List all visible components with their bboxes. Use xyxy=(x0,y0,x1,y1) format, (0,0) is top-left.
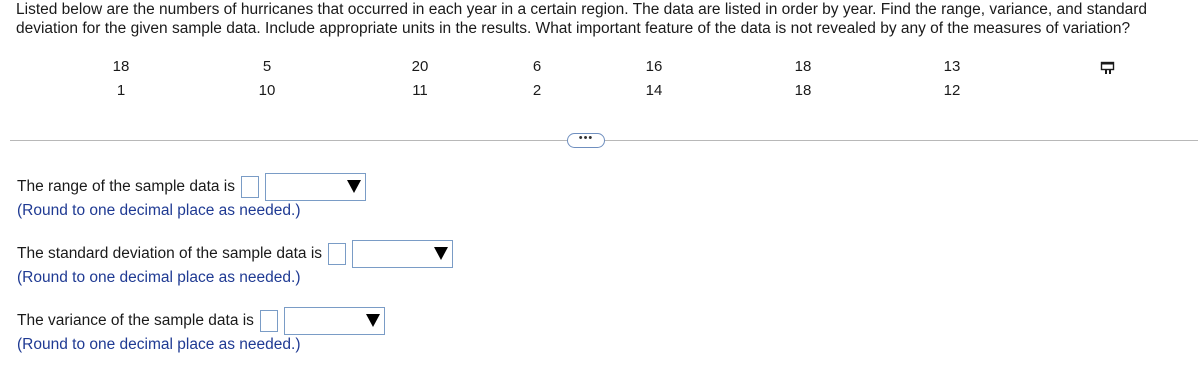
std-question xyxy=(17,242,453,287)
data-cell: 12 xyxy=(943,82,961,99)
dropdown-arrow-icon xyxy=(366,314,380,327)
std-value-input[interactable] xyxy=(328,243,346,265)
variance-label: The variance of the sample data is xyxy=(17,312,254,329)
data-cell: 6 xyxy=(532,58,542,75)
dropdown-arrow-icon xyxy=(434,247,448,260)
range-value-input[interactable] xyxy=(241,176,259,198)
data-cell: 18 xyxy=(794,58,812,75)
range-units-dropdown[interactable] xyxy=(265,173,366,201)
dropdown-arrow-icon xyxy=(347,180,361,193)
data-cell: 11 xyxy=(412,82,428,99)
data-cell: 10 xyxy=(258,82,276,99)
range-rounding-hint: (Round to one decimal place as needed.) xyxy=(17,202,301,219)
variance-rounding-hint: (Round to one decimal place as needed.) xyxy=(17,336,301,353)
range-question xyxy=(17,175,366,220)
data-cell: 5 xyxy=(262,58,272,75)
std-units-dropdown[interactable] xyxy=(352,240,453,268)
data-table xyxy=(0,58,1100,104)
data-cell: 2 xyxy=(532,82,542,99)
variance-value-input[interactable] xyxy=(260,310,278,332)
data-cell: 1 xyxy=(116,82,126,99)
data-cell: 18 xyxy=(794,82,812,99)
data-cell: 16 xyxy=(645,58,663,75)
problem-statement: Listed below are the numbers of hurricanes that occurred in each year in a certain region. The data are listed in order by year. Find the range, variance, and standard deviation for the given sample data. Include appropriate units in the results. What important feature of the data is not revealed by any of the measures of variation? xyxy=(16,1,1148,37)
copy-to-clipboard-icon[interactable] xyxy=(1100,60,1116,76)
expand-more-button[interactable]: ••• xyxy=(567,133,605,148)
std-rounding-hint: (Round to one decimal place as needed.) xyxy=(17,269,301,286)
data-cell: 13 xyxy=(943,58,961,75)
variance-question xyxy=(17,309,385,354)
std-label: The standard deviation of the sample data is xyxy=(17,245,323,262)
data-cell: 14 xyxy=(645,82,663,99)
data-cell: 18 xyxy=(112,58,130,75)
range-label: The range of the sample data is xyxy=(17,178,235,195)
data-cell: 20 xyxy=(411,58,429,75)
variance-units-dropdown[interactable] xyxy=(284,307,385,335)
